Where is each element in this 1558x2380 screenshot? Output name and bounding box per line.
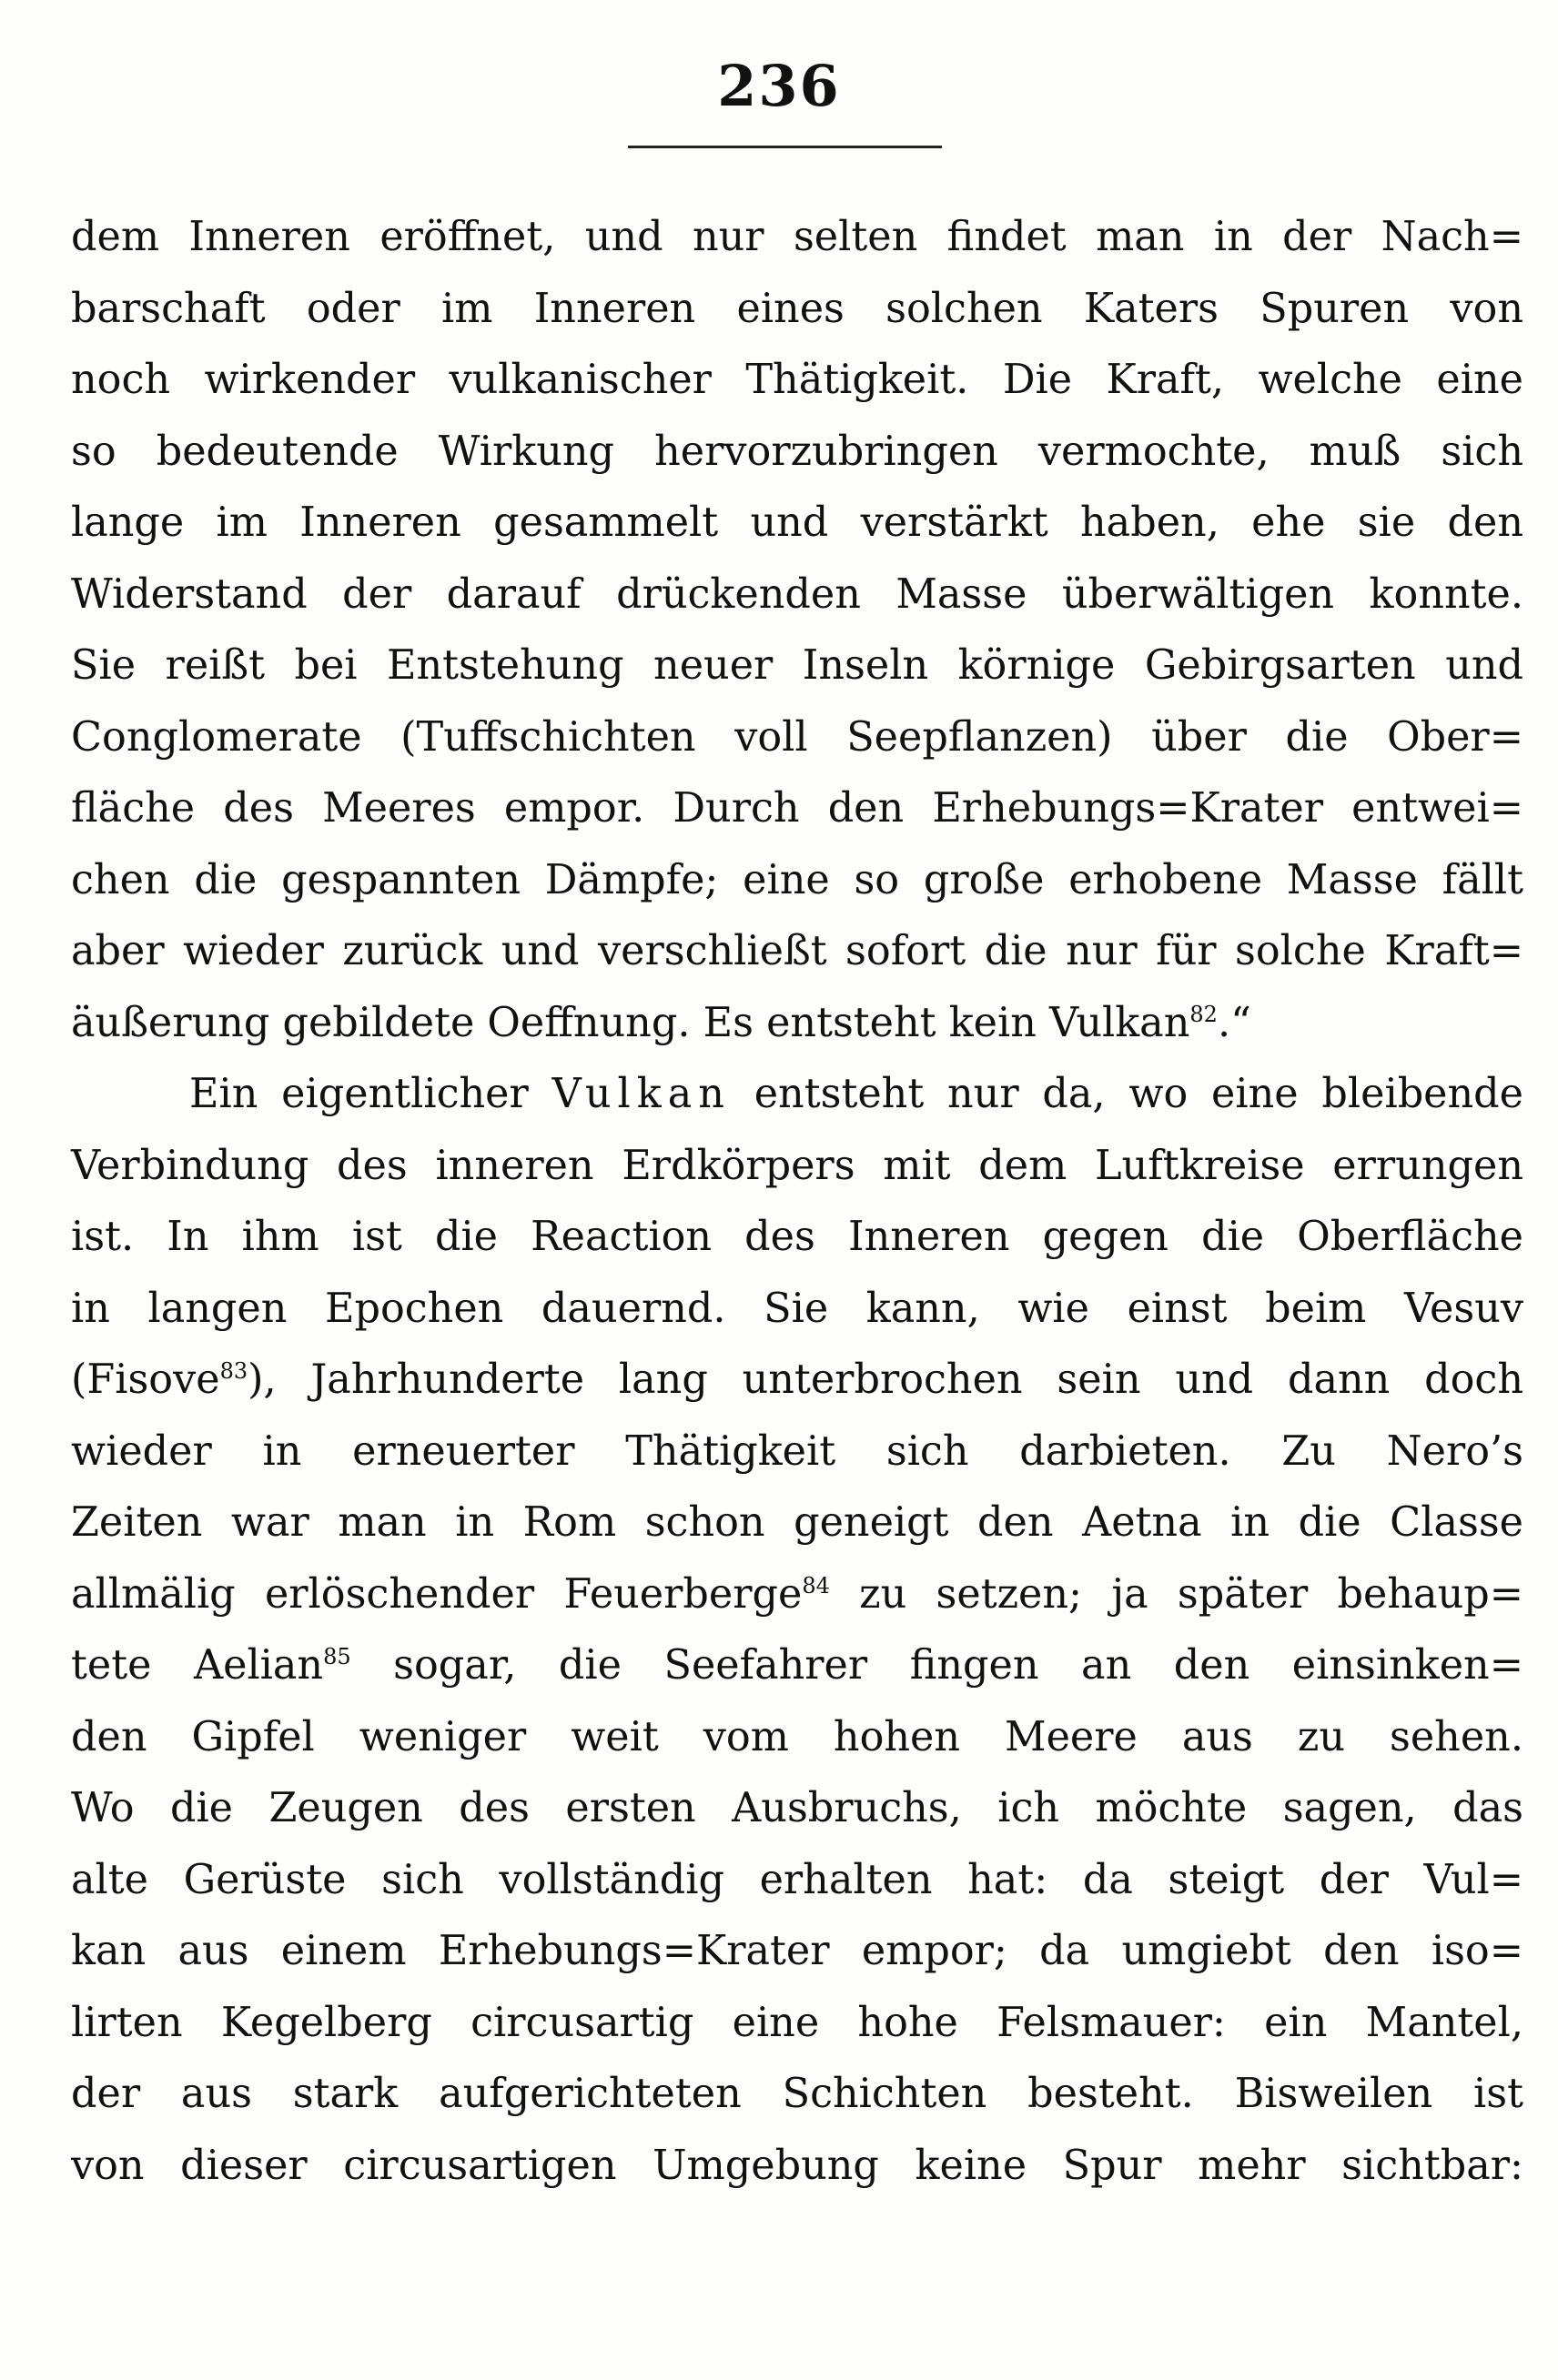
footnote-ref: 83 <box>219 1358 248 1385</box>
text-line: Conglomerate (Tuffschichten voll Seepflanzen) über die Ober= <box>71 713 1523 761</box>
text-line: Wo die Zeugen des ersten Ausbruchs, ich möchte sagen, das <box>71 1785 1523 1831</box>
text-line: kan aus einem Erhebungs=Krater empor; da umgiebt den iso= <box>71 1928 1523 1974</box>
text-line: der aus stark aufgerichteten Schichten besteht. Bisweilen ist <box>71 2071 1523 2117</box>
text-line: noch wirkender vulkanischer Thätigkeit. Die Kraft, welche eine <box>71 357 1523 403</box>
text-line: Zeiten war man in Rom schon geneigt den Aetna in die Classe <box>71 1499 1523 1546</box>
text-line: wieder in erneuerter Thätigkeit sich darbieten. Zu Nero’s <box>71 1427 1523 1475</box>
text-line: (Fisove$^{83}$), Jahrhunderte lang unterbrochen sein und dann doch <box>71 1356 1523 1403</box>
footnote-ref: 85 <box>323 1644 351 1670</box>
header-rule <box>628 146 942 148</box>
text-line: Verbindung des inneren Erdkörpers mit dem Luftkreise errungen <box>71 1142 1523 1189</box>
text-line: von dieser circusartigen Umgebung keine Spur mehr sichtbar: <box>71 2142 1523 2189</box>
emphasized-word: Vulkan <box>551 1071 731 1117</box>
body-text <box>71 202 1523 2202</box>
text-line: Widerstand der darauf drückenden Masse überwältigen konnte. <box>71 570 1523 618</box>
text-line: allmälig erlöschender Feuerberge$^{84}$ zu setzen; ja später behaup= <box>71 1570 1524 1618</box>
text-line: äußerung gebildete Oeffnung. Es entsteht kein Vulkan$^{82}$.“ <box>71 999 1251 1046</box>
text-line: so bedeutende Wirkung hervorzubringen vermochte, muß sich <box>71 428 1523 475</box>
text-line: chen die gespannten Dämpfe; eine so große erhobene Masse fällt <box>71 856 1523 903</box>
text-line: barschaft oder im Inneren eines solchen Katers Spuren von <box>71 285 1523 332</box>
text-line: dem Inneren eröffnet, und nur selten findet man in der Nach= <box>71 214 1523 260</box>
text-line: ist. In ihm ist die Reaction des Inneren gegen die Oberfläche <box>71 1214 1523 1260</box>
text-line: fläche des Meeres empor. Durch den Erhebungs=Krater entwei= <box>71 785 1523 832</box>
text-line: lirten Kegelberg circusartig eine hohe Felsmauer: ein Mantel, <box>71 1999 1523 2046</box>
footnote-ref: 84 <box>802 1572 830 1598</box>
text-line: Ein eigentlicher Vulkan entsteht nur da, wo eine bleibende <box>189 1071 1523 1117</box>
footnote-ref: 82 <box>1189 1001 1218 1027</box>
text-line: den Gipfel weniger weit vom hohen Meere aus zu sehen. <box>71 1713 1523 1760</box>
text-line: in langen Epochen dauernd. Sie kann, wie einst beim Vesuv <box>71 1285 1523 1332</box>
text-line: alte Gerüste sich vollständig erhalten hat: da steigt der Vul= <box>71 1856 1523 1903</box>
text-line: aber wieder zurück und verschließt sofort die nur für solche Kraft= <box>71 928 1523 974</box>
text-line: tete Aelian$^{85}$ sogar, die Seefahrer fingen an den einsinken= <box>71 1642 1523 1689</box>
page-number: 236 <box>717 53 841 119</box>
text-line: lange im Inneren gesammelt und verstärkt haben, ehe sie den <box>71 499 1523 546</box>
text-line: Sie reißt bei Entstehung neuer Inseln körnige Gebirgsarten und <box>71 642 1523 689</box>
